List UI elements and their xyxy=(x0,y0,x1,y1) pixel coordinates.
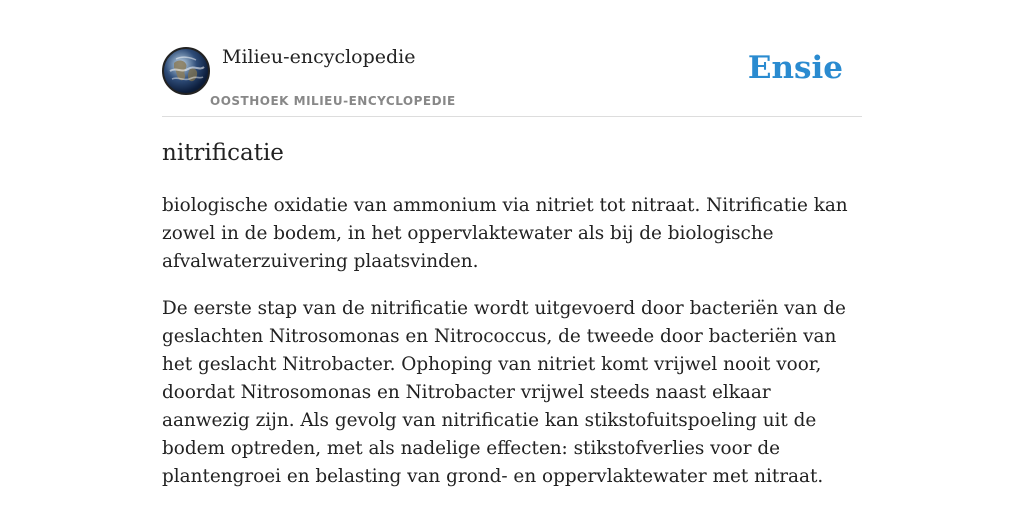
header xyxy=(162,0,862,117)
article-body xyxy=(162,192,862,510)
earth-globe-icon[interactable] xyxy=(162,47,210,95)
page-title: nitrificatie xyxy=(162,140,284,166)
definition-paragraph: biologische oxidatie van ammonium via nitriet tot nitraat. Nitrificatie kan zowel in de bodem, in het oppervlaktewater als bij de biologische afvalwaterzuivering plaatsvinden. xyxy=(162,195,848,272)
definition-paragraph: De eerste stap van de nitrificatie wordt uitgevoerd door bacteriën van de geslachten Nitrosomonas en Nitrococcus, de tweede door bacteriën van het geslacht Nitrobacter. Ophoping van nitriet komt vrijwel nooit voor, doordat Nitrosomonas en Nitrobacter vrijwel steeds naast elkaar aanwezig zijn. Als gevolg van nitrificatie kan stikstofuitspoeling uit de bodem optreden, met als nadelige effecten: stikstofverlies voor de plantengroei en belasting van grond- en oppervlaktewater met nitraat. xyxy=(162,298,846,487)
site-title[interactable]: Milieu-encyclopedie xyxy=(222,46,416,68)
page xyxy=(162,0,862,512)
site-subtitle[interactable]: OOSTHOEK MILIEU-ENCYCLOPEDIE xyxy=(210,94,456,108)
brand-logo[interactable]: Ensie xyxy=(747,50,843,86)
